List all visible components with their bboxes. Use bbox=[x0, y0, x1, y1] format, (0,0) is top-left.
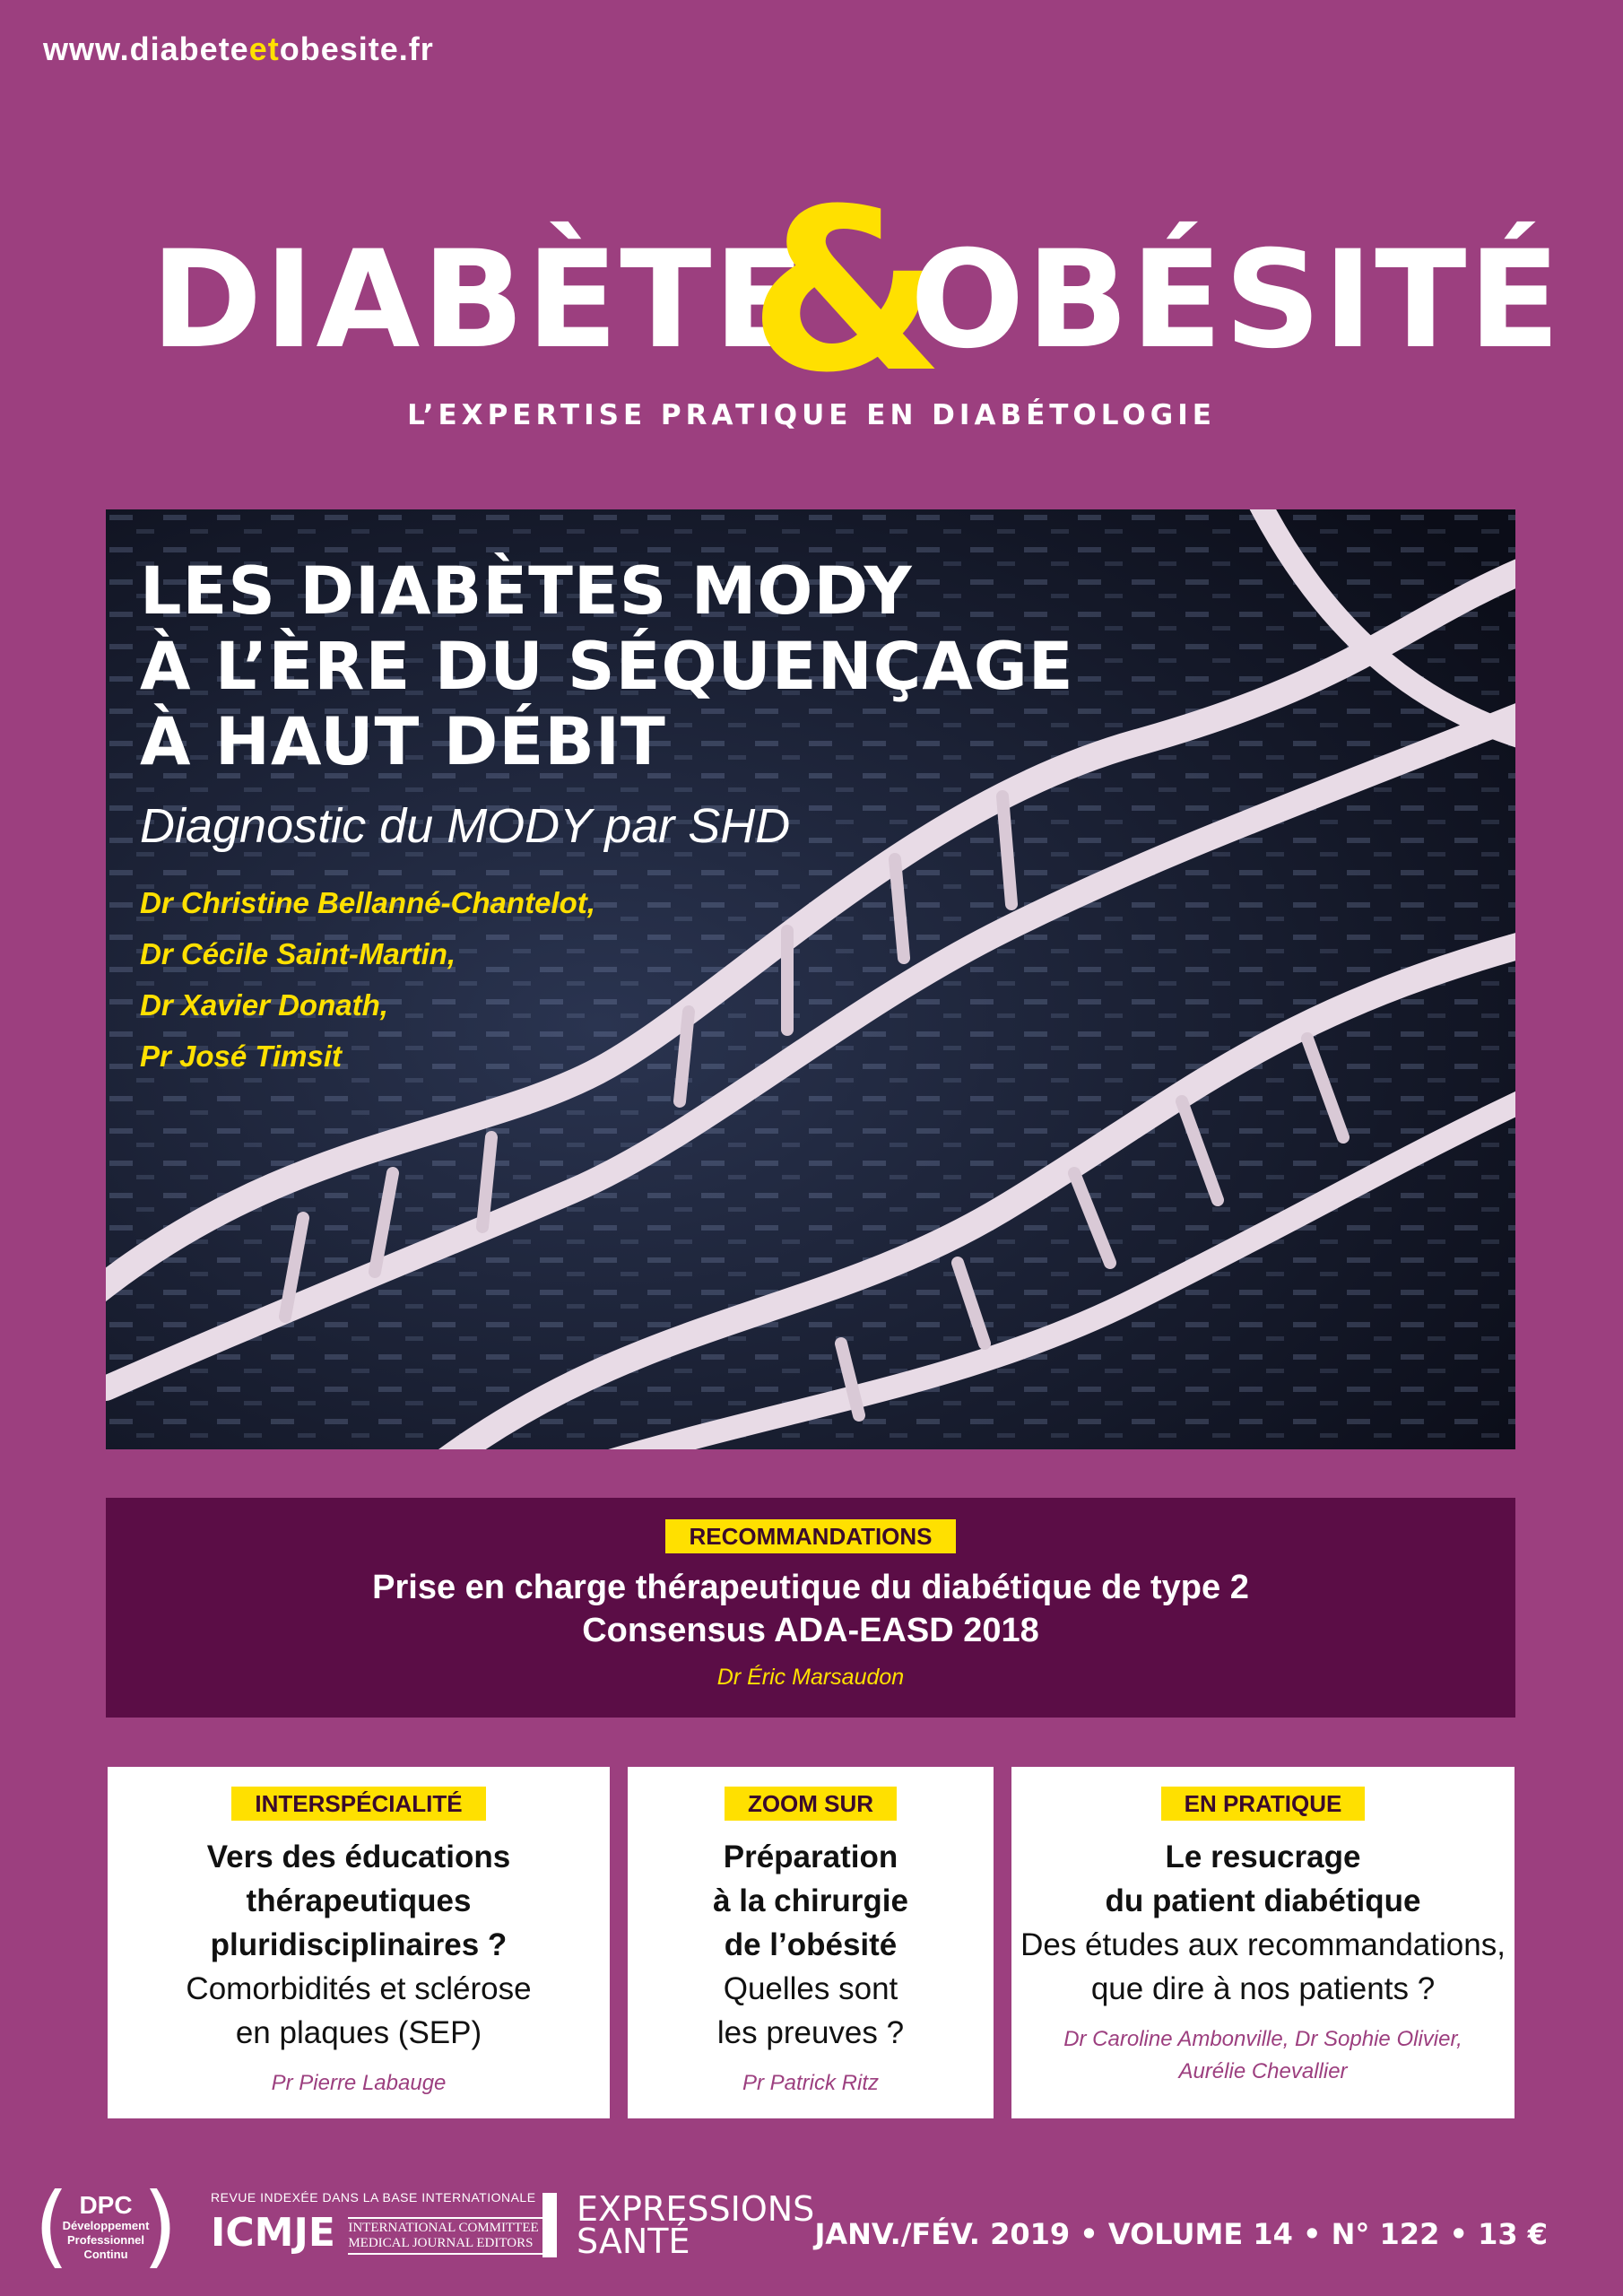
section-badge: ZOOM SUR bbox=[725, 1787, 897, 1821]
author: Dr Xavier Donath, bbox=[140, 988, 388, 1022]
website-url[interactable]: www.diabeteetobesite.fr bbox=[43, 30, 434, 67]
cover-story-subtitle: Diagnostic du MODY par SHD bbox=[140, 799, 791, 853]
icmje-logo: REVUE INDEXÉE DANS LA BASE INTERNATIONALE ICMJE INTERNATIONAL COMMITTEE of MEDICAL JOURNAL EDITORS bbox=[211, 2190, 553, 2256]
card-interspecialite bbox=[108, 1767, 610, 2118]
tagline: L’EXPERTISE PRATIQUE EN DIABÉTOLOGIE bbox=[407, 399, 1216, 431]
recommandations-author: Dr Éric Marsaudon bbox=[716, 1665, 905, 1690]
card-title: Vers des éducations thérapeutiques pluridisciplinaires ? bbox=[206, 1839, 511, 1962]
cover-story-title: LES DIABÈTES MODY À L’ÈRE DU SÉQUENÇAGE À HAUT DÉBIT bbox=[140, 553, 1074, 780]
recommandations-title: Prise en charge thérapeutique du diabétique de type 2 Consensus ADA-EASD 2018 bbox=[372, 1569, 1249, 1649]
footer bbox=[0, 2170, 1623, 2296]
author: Pr José Timsit bbox=[140, 1039, 342, 1073]
section-badge: RECOMMANDATIONS bbox=[665, 1519, 955, 1553]
card-subtitle: Comorbidités et sclérose en plaques (SEP) bbox=[186, 1971, 532, 2050]
author: Dr Cécile Saint-Martin, bbox=[140, 937, 456, 970]
card-author: Pr Patrick Ritz bbox=[742, 2071, 879, 2095]
issue-info: JANV./FÉV. 2019 • VOLUME 14 • N° 122 • 13 € bbox=[814, 2217, 1548, 2251]
card-subtitle: Des études aux recommandations, que dire à nos patients ? bbox=[1020, 1927, 1506, 2006]
card-author: Dr Caroline Ambonville, Dr Sophie Olivier, Aurélie Chevallier bbox=[1063, 2027, 1462, 2083]
card-title: Le resucrage du patient diabétique bbox=[1105, 1839, 1421, 1918]
cover-story-authors bbox=[140, 877, 595, 1082]
section-badge: EN PRATIQUE bbox=[1161, 1787, 1366, 1821]
card-title: Préparation à la chirurgie de l’obésité bbox=[713, 1839, 908, 1962]
dpc-logo: ( DPC Développement Professionnel Continu ) bbox=[34, 2173, 178, 2278]
masthead-ampersand: & bbox=[749, 161, 945, 422]
section-badge: INTERSPÉCIALITÉ bbox=[231, 1787, 485, 1821]
recommandations-box bbox=[106, 1498, 1515, 1718]
card-subtitle: Quelles sont les preuves ? bbox=[716, 1971, 905, 2050]
masthead-diabete: DIABÈTE bbox=[151, 222, 807, 378]
cover-story bbox=[106, 509, 1515, 1449]
publisher-logo: EXPRESSIONS SANTÉ bbox=[542, 2193, 814, 2257]
card-author: Pr Pierre Labauge bbox=[271, 2071, 447, 2095]
card-zoom-sur bbox=[628, 1767, 994, 2118]
card-en-pratique bbox=[1011, 1767, 1515, 2118]
masthead-obesite: OBÉSITÉ bbox=[910, 222, 1562, 378]
author: Dr Christine Bellanné-Chantelot, bbox=[140, 886, 595, 919]
